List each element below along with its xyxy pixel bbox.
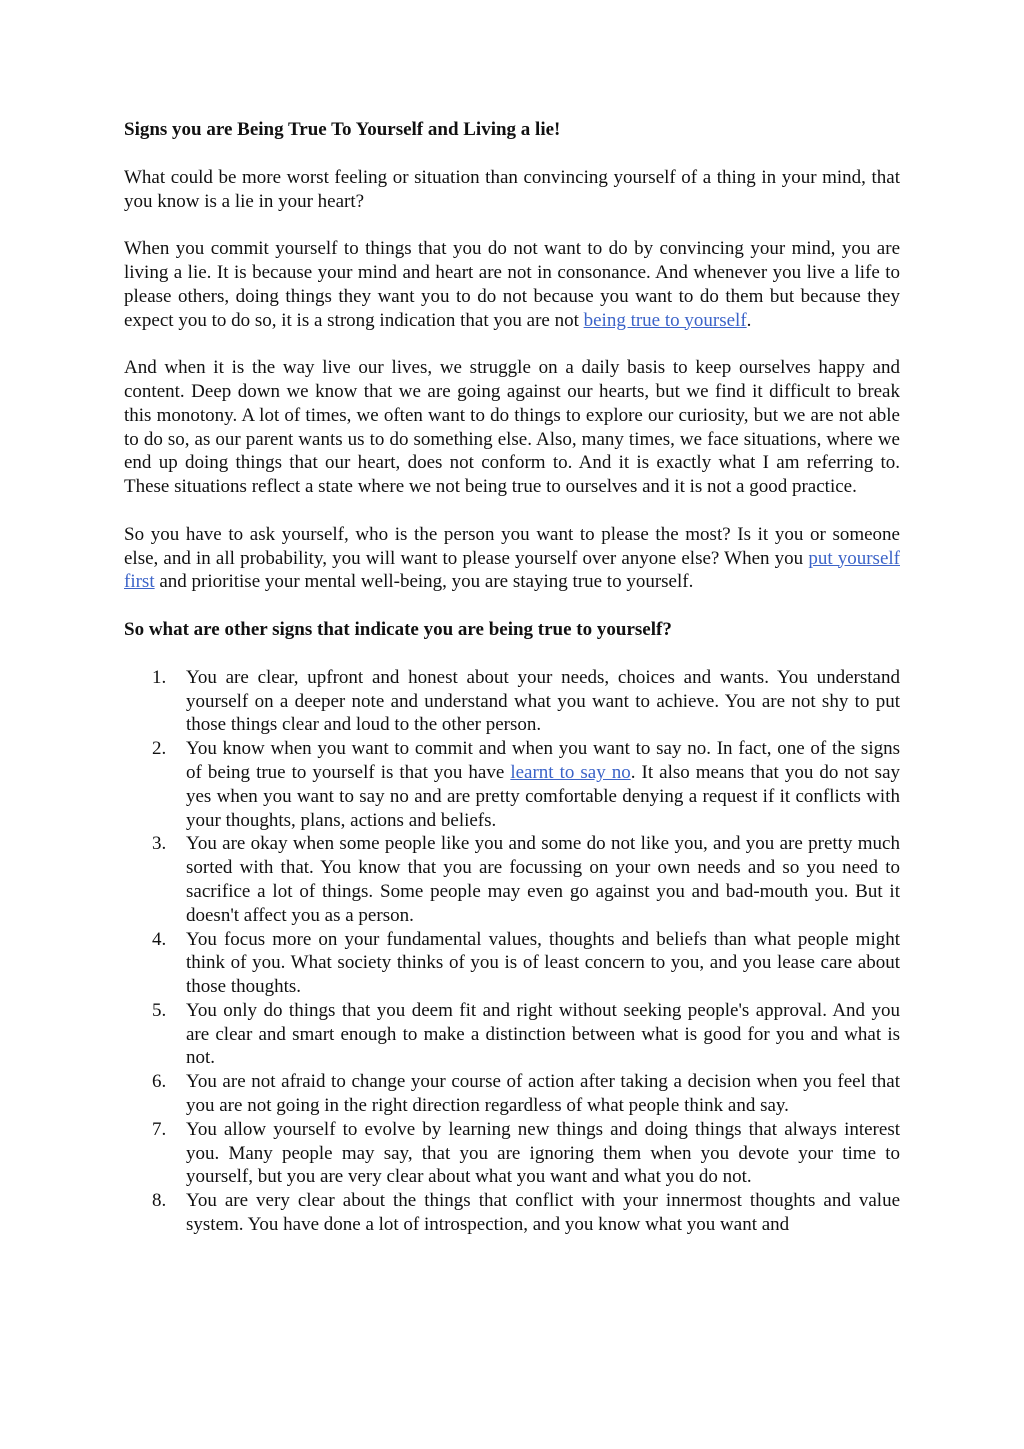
list-item <box>124 1189 900 1237</box>
list-item-text: . It also means that you do not say yes when you want to say no and are pretty comfortable denying a request if it conflicts with your thoughts, plans, actions and beliefs. <box>186 761 900 831</box>
link-learnt-to-say-no[interactable]: learnt to say no <box>510 761 631 783</box>
list-number: 6. <box>152 1071 167 1093</box>
list-number: 1. <box>152 666 167 688</box>
list-number: 4. <box>152 928 167 950</box>
list-item-text: You allow yourself to evolve by learning new things and doing things that always interest you. Many people may say, that you are ignoring them when you devote your time to yourself, but you are very clear about what you want and what you do not. <box>186 1118 900 1188</box>
paragraph-text: and prioritise your mental well-being, you are staying true to yourself. <box>154 571 694 593</box>
paragraph-text: When you commit yourself to things that you do not want to do by convincing your mind, you are living a lie. It is because your mind and heart are not in consonance. And whenever you live a life to please others, doing things they want you to do not because you want to do them but because they expect you to do so, it is a strong indication that you are not <box>124 238 900 331</box>
paragraph-text: . <box>746 309 752 331</box>
list-item <box>124 999 900 1070</box>
list-item-text: You are not afraid to change your course of action after taking a decision when you feel that you are not going in the right direction regardless of what people think and say. <box>186 1071 900 1117</box>
list-item <box>124 1070 900 1118</box>
paragraph-intro: What could be more worst feeling or situation than convincing yourself of a thing in your mind, that you know is a lie in your heart? <box>124 166 900 212</box>
list-item-text: You are very clear about the things that conflict with your innermost thoughts and value system. You have done a lot of introspection, and you know what you want and <box>186 1190 900 1236</box>
list-item <box>124 666 900 737</box>
list-number: 7. <box>152 1118 167 1140</box>
paragraph-text: So you have to ask yourself, who is the person you want to please the most? Is it you or someone else, and in all probability, you will want to please yourself over anyone else? When you <box>124 523 900 569</box>
list-item-text: You know when you want to commit and when you want to say no. In fact, one of the signs of being true to yourself is that you have <box>186 738 900 783</box>
document-body <box>124 118 900 1237</box>
list-item <box>124 832 900 927</box>
list-item-text: You focus more on your fundamental values, thoughts and beliefs than what people might think of you. What society thinks of you is of least concern to you, and you lease care about those thoughts. <box>186 928 900 998</box>
paragraph-daily-struggle: And when it is the way live our lives, we struggle on a daily basis to keep ourselves happy and content. Deep down we know that we are going against our hearts, but we find it difficult to break this monotony. A lot of times, we often want to do things to explore our curiosity, but we are not able to do so, as our parent wants us to do something else. Also, many times, we face situations, where we end up doing things that our heart, does not conform to. And it is exactly what I am referring to. These situations reflect a state where we not being true to ourselves and it is not a good practice. <box>124 357 900 498</box>
link-being-true-to-yourself[interactable]: being true to yourself <box>583 309 747 331</box>
list-number: 8. <box>152 1190 167 1212</box>
list-number: 3. <box>152 833 167 855</box>
list-item-text: You are okay when some people like you and some do not like you, and you are pretty much sorted with that. You know that you are focussing on your own needs and so you need to sacrifice a lot of things. Some people may even go against you and bad-mouth you. But it doesn't affect you as a person. <box>186 833 900 926</box>
section-heading: So what are other signs that indicate you are being true to yourself? <box>124 618 672 640</box>
link-put-yourself-first[interactable]: put yourself first <box>124 547 900 593</box>
paragraph-please-yourself <box>124 523 900 594</box>
list-item-text: You only do things that you deem fit and right without seeking people's approval. And you are clear and smart enough to make a distinction between what is good for you and what is not. <box>186 999 900 1069</box>
paragraph-living-a-lie <box>124 237 900 332</box>
list-item <box>124 928 900 999</box>
list-number: 5. <box>152 999 167 1021</box>
list-item-text: You are clear, upfront and honest about your needs, choices and wants. You understand yourself on a deeper note and understand what you want to achieve. You are not shy to put those things clear and loud to the other person. <box>186 666 900 736</box>
list-item <box>124 1118 900 1189</box>
list-number: 2. <box>152 738 167 760</box>
page-title: Signs you are Being True To Yourself and Living a lie! <box>124 119 561 140</box>
signs-list <box>124 666 900 1237</box>
list-item <box>124 737 900 832</box>
